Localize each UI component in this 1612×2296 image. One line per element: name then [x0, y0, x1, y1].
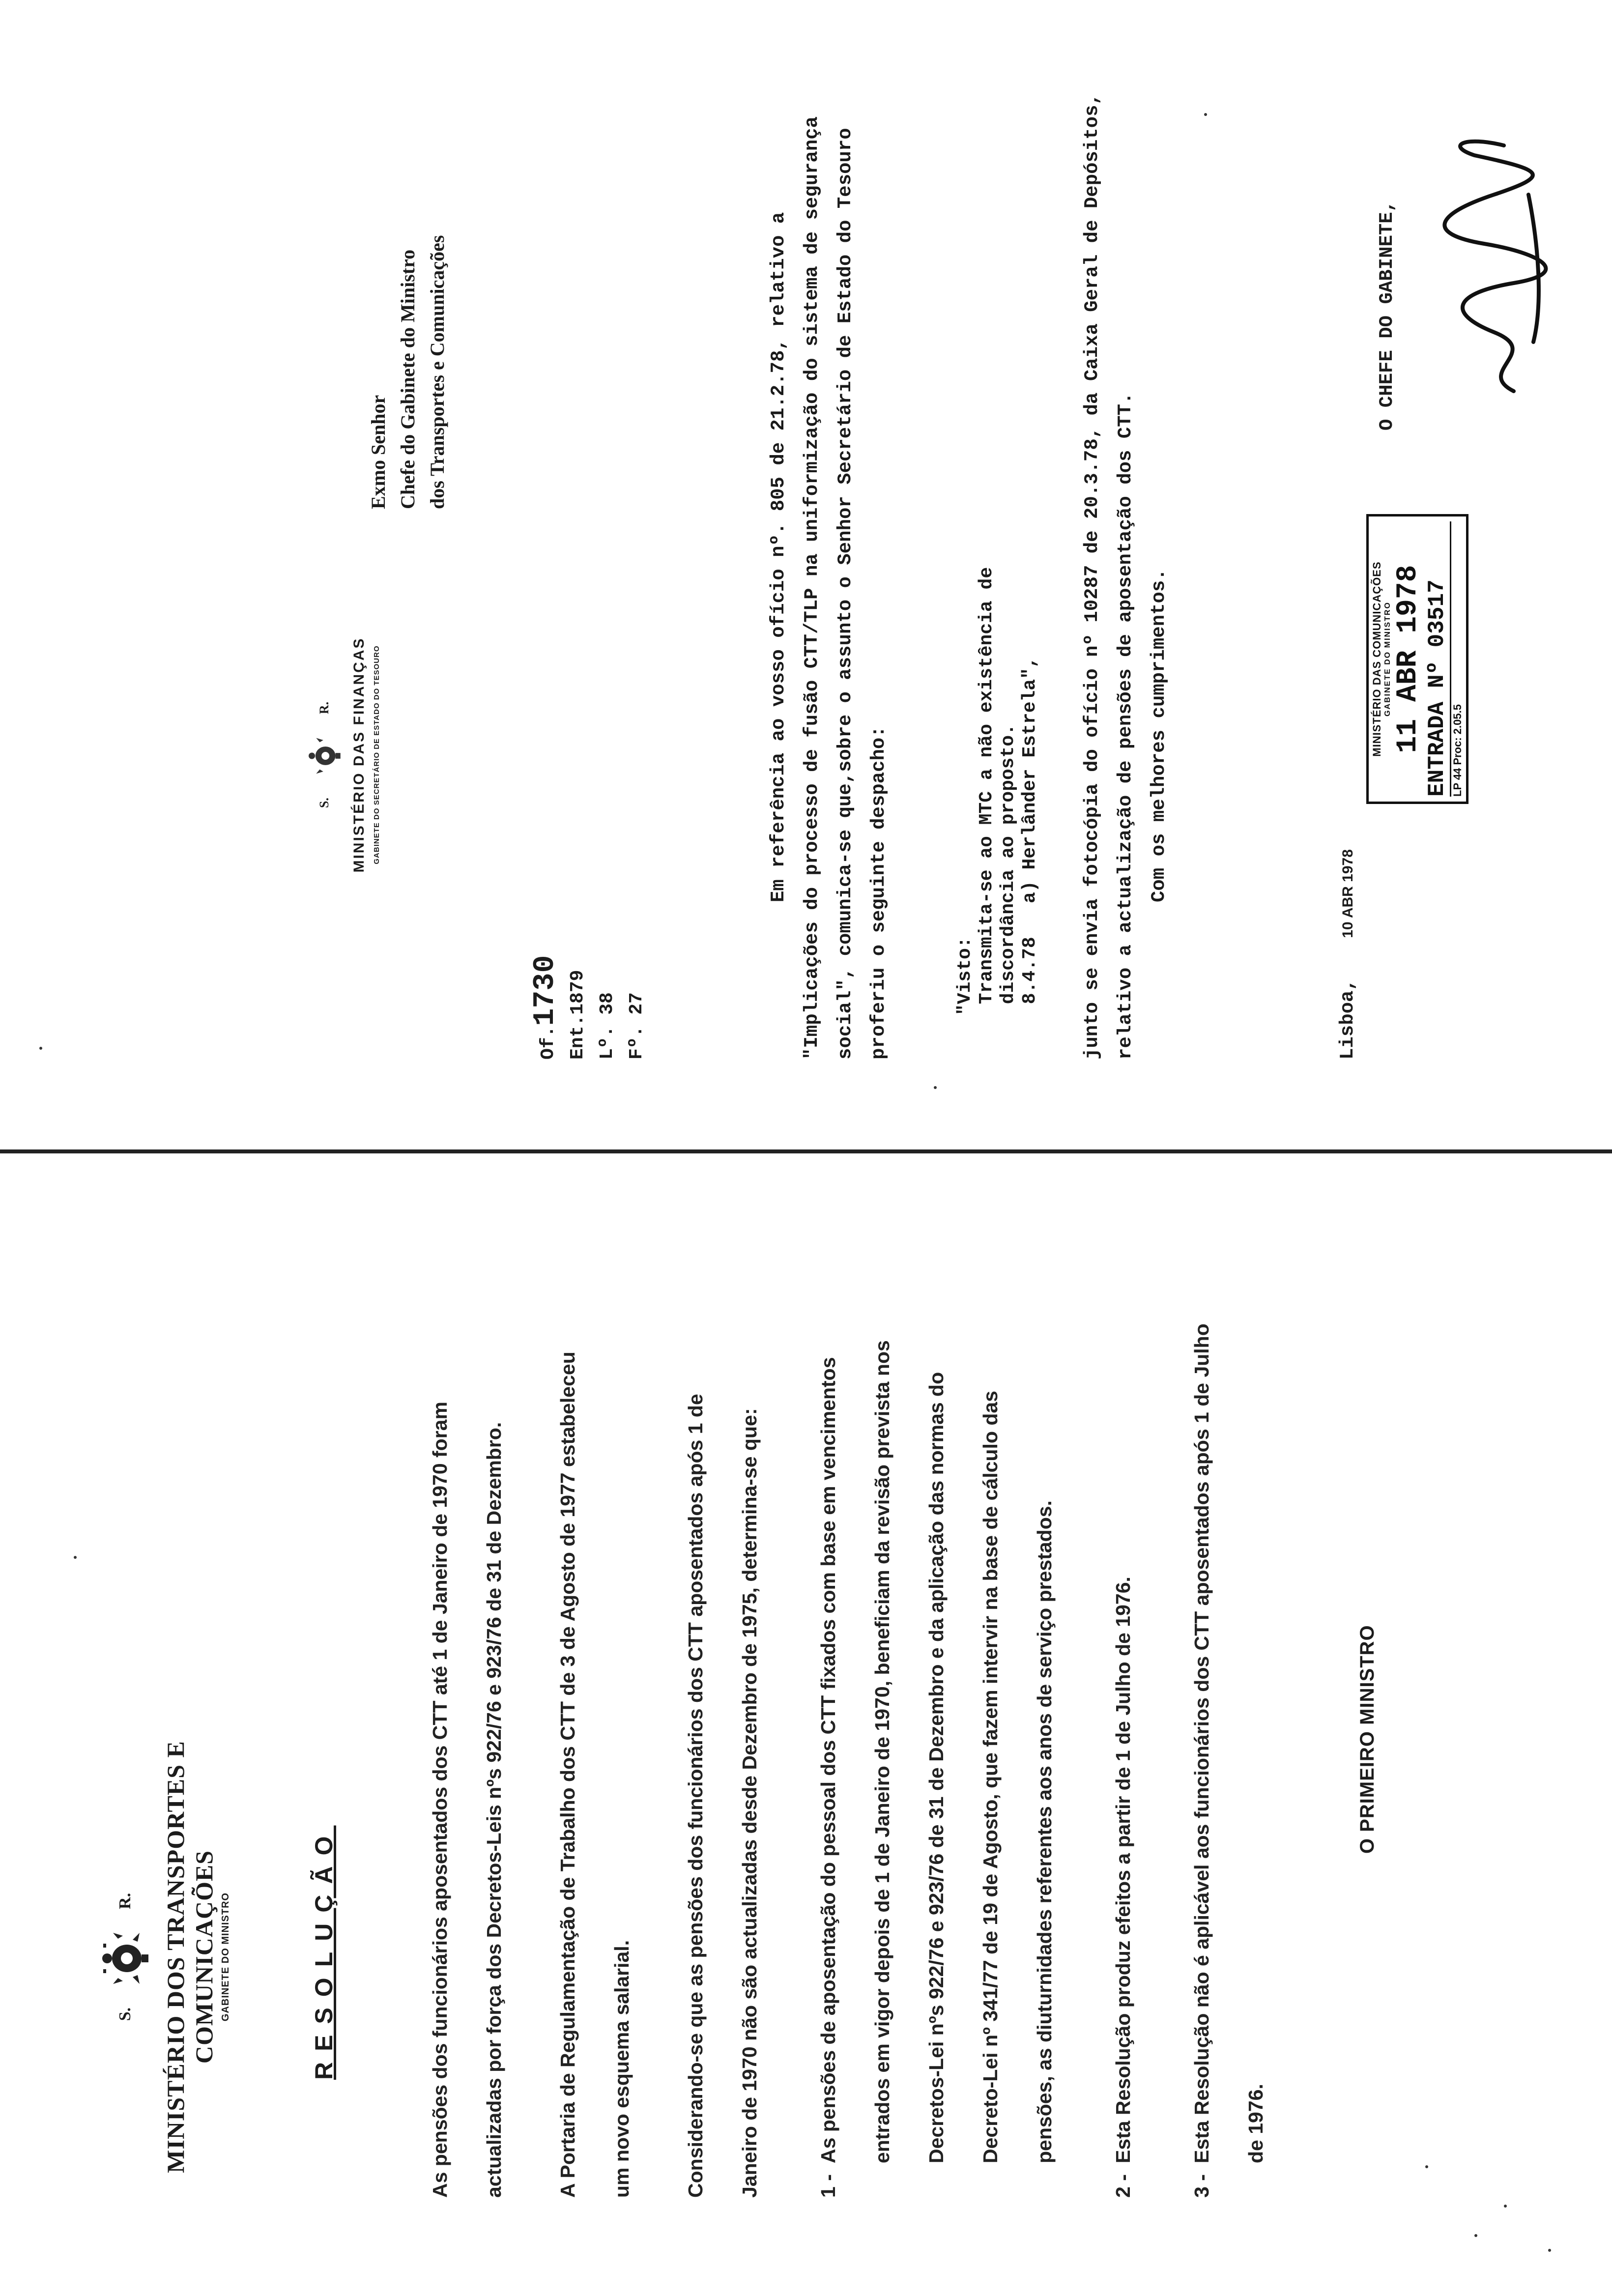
reference-block	[531, 955, 652, 1060]
letter-body	[762, 86, 1176, 1060]
resolution-item	[1175, 1323, 1283, 2198]
emblem-letter-r: R.	[116, 1893, 134, 1909]
of-number: 1730	[529, 955, 562, 1026]
emblem-letter-r: R.	[317, 701, 331, 715]
office-name: GABINETE DO MINISTRO	[220, 1892, 231, 2022]
addressee-block	[364, 235, 452, 509]
resolucao-document	[0, 1148, 1612, 2296]
of-label: Of.	[538, 1026, 559, 1060]
item-text: Esta Resolução não é aplicável aos funcionários dos CTT aposentados após 1 de Julho de 1976.	[1190, 1323, 1267, 2163]
paragraph: Considerando-se que as pensões dos funcionários dos CTT aposentados após 1 de Janeiro de 1970 não são actualizadas desde Dezembro de 1975, determina-se que:	[684, 1394, 761, 2198]
stamp-office: GABINETE DO MINISTRO	[1383, 602, 1392, 717]
entry-ref: Ent.1879	[567, 970, 588, 1060]
signature-title: O PRIMEIRO MINISTRO	[1356, 1625, 1378, 1854]
date: 10 ABR 1978	[1340, 849, 1356, 938]
resolucao-body	[413, 1323, 1283, 2198]
closing-line: Com os melhores cumprimentos.	[1148, 569, 1170, 902]
visto-quote: "Visto: Transmita-se ao MTC a não existência de discordância ao proposto. 8.4.78 a) Herlânder Estrela",	[954, 567, 1040, 1015]
addressee-line: Chefe do Gabinete do Ministro	[397, 249, 419, 509]
place-date	[1337, 849, 1358, 1060]
stamp-process: LP 44 Proc: 2.05.5	[1450, 521, 1464, 797]
resolucao-header	[98, 1687, 231, 2227]
paragraph: A Portaria de Regulamentação de Trabalho dos CTT de 3 de Agosto de 1977 estabeleceu um novo esquema salarial.	[556, 1351, 633, 2198]
item-number: 1 -	[817, 2174, 839, 2198]
folio-ref: Fº. 27	[626, 992, 647, 1060]
place: Lisboa,	[1337, 979, 1358, 1060]
oficio-header	[305, 568, 381, 942]
document-title: RESOLUÇÃO	[310, 1825, 338, 2080]
book-ref: Lº. 38	[597, 992, 618, 1060]
handwritten-signature-icon	[1415, 126, 1563, 401]
paragraph: junto se envia fotocópia do ofício nº 10287 de 20.3.78, da Caixa Geral de Depósitos, relativo a actualização de pensões de aposentação dos CTT.	[1081, 93, 1136, 1060]
ministry-name: MINISTÉRIO DOS TRANSPORTES E COMUNICAÇÕES	[162, 1741, 218, 2173]
coat-of-arms-icon	[98, 1929, 152, 1988]
resolution-item	[801, 1323, 1071, 2198]
addressee-line: Exmo Senhor	[367, 395, 389, 509]
office-name: GABINETE DO SECRETÁRIO DE ESTADO DO TESOURO	[373, 645, 381, 864]
addressee-line: dos Transportes e Comunicações	[426, 235, 448, 509]
entry-stamp	[1366, 514, 1468, 804]
item-text: Esta Resolução produz efeitos a partir de 1 de Julho de 1976.	[1112, 1577, 1134, 2163]
stamp-date: 11 ABR 1978	[1392, 565, 1424, 753]
stamp-ministry: MINISTÉRIO DAS COMUNICAÇÕES	[1371, 561, 1383, 757]
page-fold-divider	[0, 1149, 1612, 1153]
ministry-name: MINISTÉRIO DAS FINANÇAS	[351, 637, 367, 873]
signer-title: O CHEFE DO GABINETE,	[1376, 200, 1398, 430]
emblem-letter-s: S.	[317, 798, 331, 808]
coat-of-arms-icon	[305, 734, 344, 778]
emblem-letter-s: S.	[116, 2007, 134, 2021]
resolution-item	[1096, 1323, 1150, 2198]
item-text: As pensões de aposentação do pessoal dos CTT fixados com base em vencimentos entrados em vigor depois de 1 de Janeiro de 1970, beneficiam da revisão prevista nos Decretos-Lei nºs 922/76 e 923/76 de 31 de Dezembro e da aplicação das normas do Decreto-Lei nº 341/77 de 19 de Agosto, que fazem intervir na base de cálculo das pensões, as diuturnidades referentes aos anos de serviço prestados.	[817, 1340, 1056, 2163]
paragraph: As pensões dos funcionários aposentados dos CTT até 1 de Janeiro de 1970 foram actualizadas por força dos Decretos-Leis nºs 922/76 e 923/76 de 31 de Dezembro.	[429, 1402, 505, 2198]
stamp-entry: ENTRADA Nº 03517	[1424, 579, 1450, 797]
item-number: 2 -	[1112, 2174, 1134, 2198]
paragraph: Em referência ao vosso ofício nº. 805 de 21.2.78, relativo a "Implicações do processo de fusão CTT/TLP na uniformização do sistema de segurança social", comunica-se que,sobre o assunto o Senhor Secretário de Estado do Tesouro proferiu o seguinte despacho:	[768, 116, 890, 1060]
item-number: 3 -	[1190, 2174, 1213, 2198]
